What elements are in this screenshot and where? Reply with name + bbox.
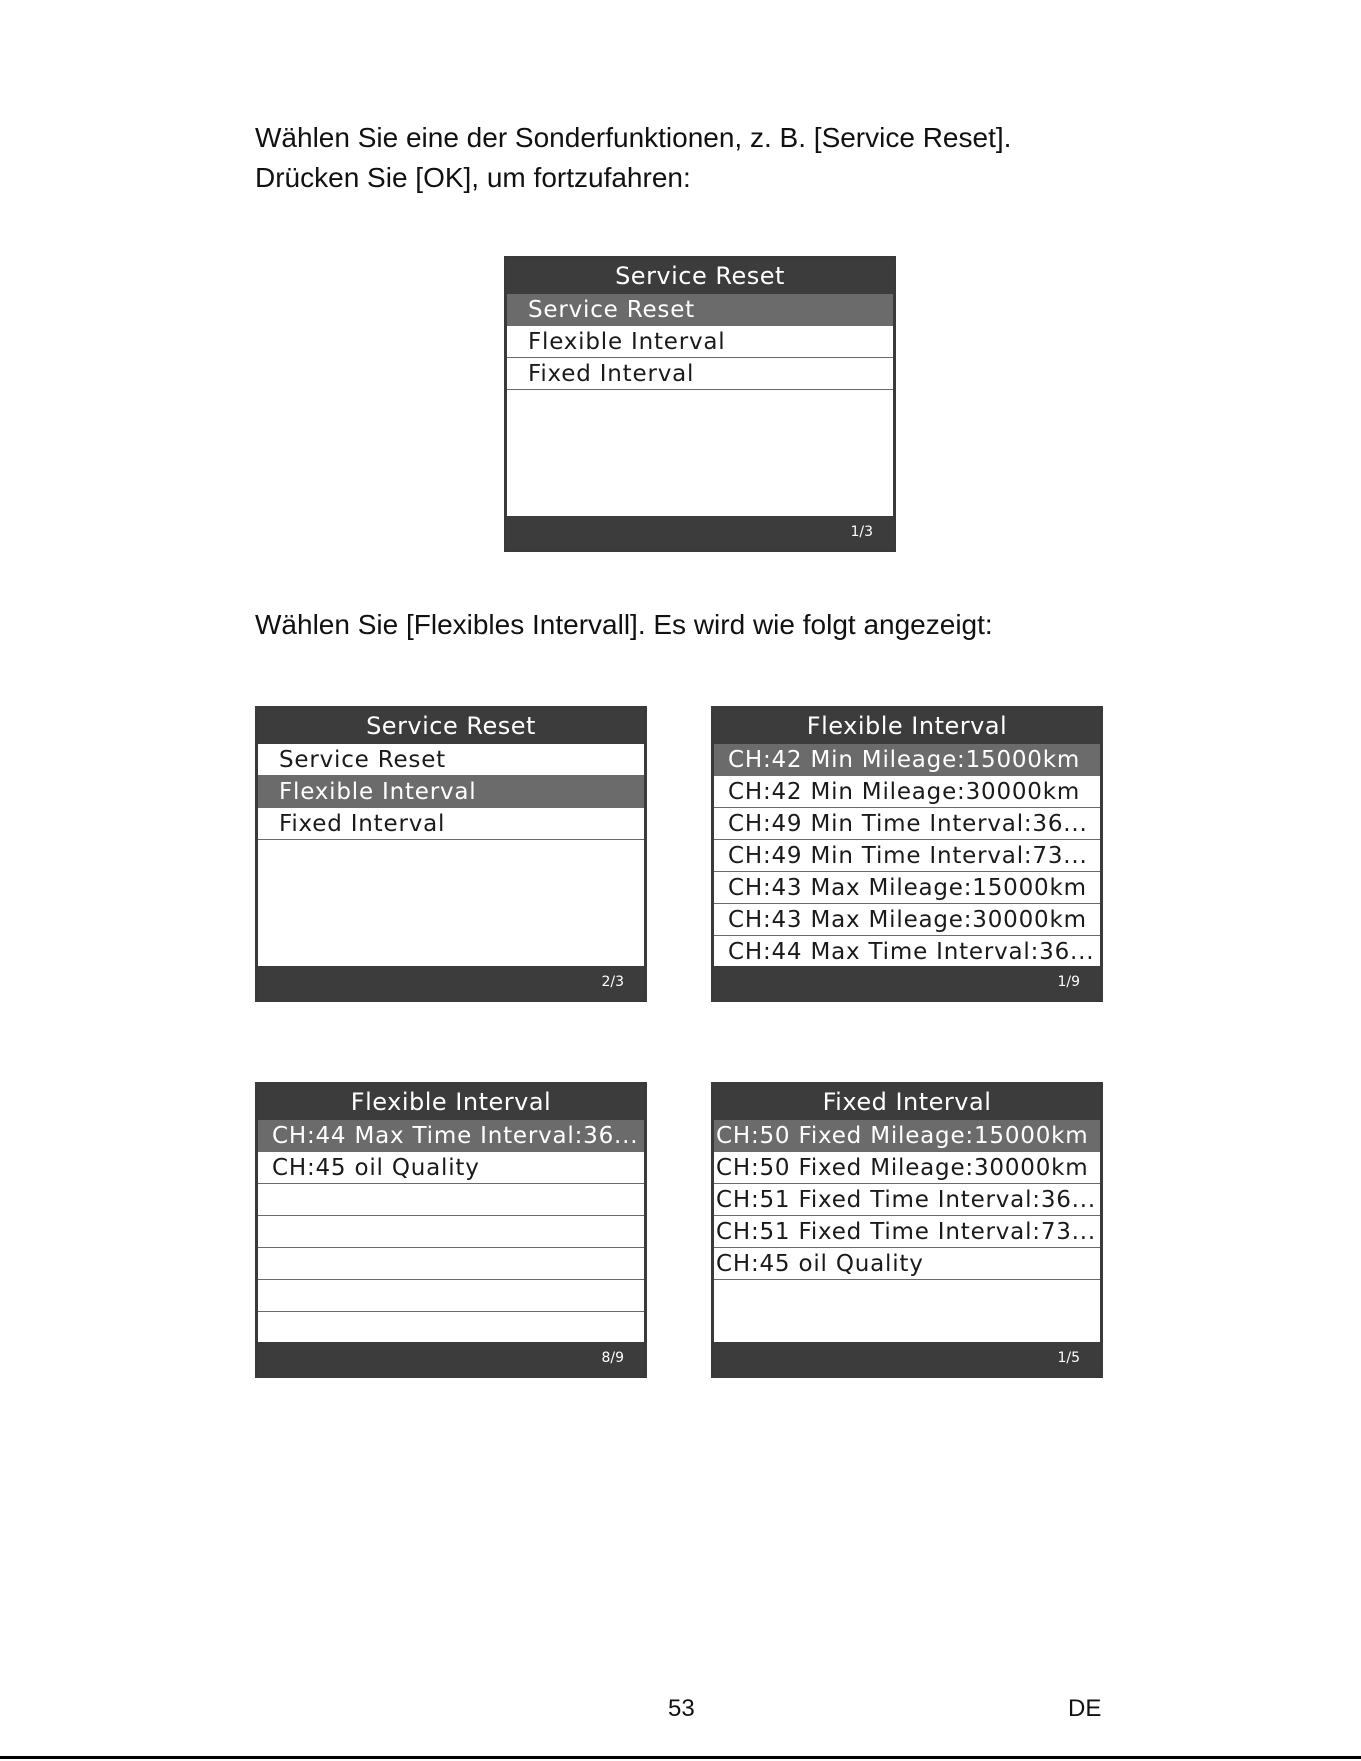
- menu-item[interactable]: Fixed Interval: [507, 358, 893, 390]
- screen-fixed-interval: [711, 1082, 1103, 1378]
- menu-item[interactable]: Fixed Interval: [258, 808, 644, 840]
- menu-item: [258, 1216, 644, 1248]
- screen-title: Service Reset: [507, 259, 893, 294]
- screen-service-reset-1: [504, 256, 896, 552]
- bottom-divider: [0, 1756, 1361, 1759]
- language-code: DE: [1068, 1695, 1102, 1722]
- menu-item: [258, 1280, 644, 1312]
- menu-item[interactable]: CH:51 Fixed Time Interval:73...: [714, 1216, 1100, 1248]
- menu-item[interactable]: CH:43 Max Mileage:30000km: [714, 904, 1100, 936]
- menu-list: [258, 744, 644, 966]
- screen-title: Flexible Interval: [714, 709, 1100, 744]
- menu-item[interactable]: CH:51 Fixed Time Interval:36...: [714, 1184, 1100, 1216]
- menu-item[interactable]: CH:44 Max Time Interval:36...: [258, 1120, 644, 1152]
- screen-flexible-interval-2: [255, 1082, 647, 1378]
- menu-item: [258, 1312, 644, 1344]
- page-indicator: 1/5: [714, 1342, 1100, 1375]
- menu-item[interactable]: Flexible Interval: [507, 326, 893, 358]
- screen-service-reset-2: [255, 706, 647, 1002]
- menu-item[interactable]: CH:42 Min Mileage:30000km: [714, 776, 1100, 808]
- intro-line-1: Wählen Sie eine der Sonderfunktionen, z. B. [Service Reset].: [255, 122, 1012, 153]
- menu-item[interactable]: CH:42 Min Mileage:15000km: [714, 744, 1100, 776]
- screen-title: Flexible Interval: [258, 1085, 644, 1120]
- page-indicator: 1/9: [714, 966, 1100, 999]
- menu-item[interactable]: Flexible Interval: [258, 776, 644, 808]
- menu-item: [258, 1248, 644, 1280]
- menu-item[interactable]: Service Reset: [258, 744, 644, 776]
- menu-item[interactable]: CH:45 oil Quality: [714, 1248, 1100, 1280]
- menu-item[interactable]: CH:43 Max Mileage:15000km: [714, 872, 1100, 904]
- menu-list: [714, 744, 1100, 966]
- menu-list: [714, 1120, 1100, 1342]
- menu-item[interactable]: CH:49 Min Time Interval:73...: [714, 840, 1100, 872]
- screen-title: Service Reset: [258, 709, 644, 744]
- menu-item[interactable]: CH:50 Fixed Mileage:15000km: [714, 1120, 1100, 1152]
- page-indicator: 1/3: [507, 516, 893, 549]
- page-number: 53: [668, 1695, 695, 1722]
- page-indicator: 2/3: [258, 966, 644, 999]
- menu-item[interactable]: CH:49 Min Time Interval:36...: [714, 808, 1100, 840]
- menu-item[interactable]: CH:50 Fixed Mileage:30000km: [714, 1152, 1100, 1184]
- menu-item[interactable]: CH:44 Max Time Interval:36...: [714, 936, 1100, 968]
- menu-item: [258, 1184, 644, 1216]
- screen-title: Fixed Interval: [714, 1085, 1100, 1120]
- menu-item[interactable]: Service Reset: [507, 294, 893, 326]
- menu-list: [507, 294, 893, 516]
- menu-list: [258, 1120, 644, 1342]
- screen-flexible-interval-1: [711, 706, 1103, 1002]
- instruction-paragraph: [255, 605, 993, 645]
- intro-paragraph: [255, 118, 1011, 198]
- page-indicator: 8/9: [258, 1342, 644, 1375]
- intro-line-2: Drücken Sie [OK], um fortzufahren:: [255, 162, 691, 193]
- menu-item[interactable]: CH:45 oil Quality: [258, 1152, 644, 1184]
- instruction-line: Wählen Sie [Flexibles Intervall]. Es wird wie folgt angezeigt:: [255, 609, 993, 640]
